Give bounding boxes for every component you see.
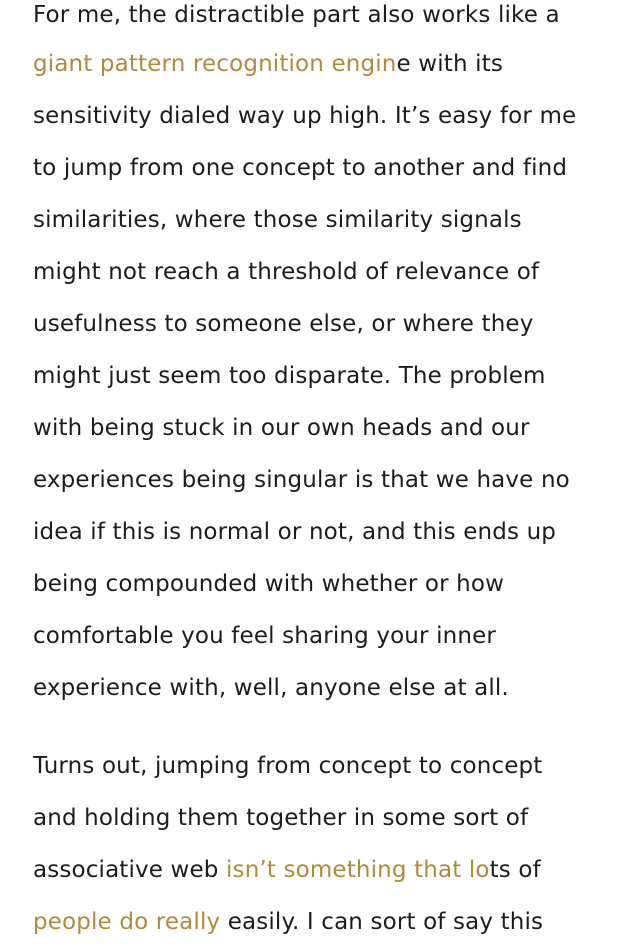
text-line: to jump from one concept to another and find [33, 155, 568, 181]
highlighted-text[interactable]: people do really [33, 909, 221, 935]
text-line: might not reach a threshold of relevance of [33, 259, 540, 285]
text-line: sensitivity dialed way up high. It’s easy for me [33, 103, 577, 129]
text-line: For me, the distractible part also works like a [33, 2, 560, 28]
text-line: experience with, well, anyone else at all. [33, 675, 509, 701]
text-line: being compounded with whether or how [33, 571, 505, 597]
text-line: similarities, where those similarity signals [33, 207, 522, 233]
text-line: with being stuck in our own heads and our [33, 415, 530, 441]
text-line: associative web isn’t something that lots of [33, 857, 541, 883]
text-line: idea if this is normal or not, and this ends up [33, 519, 557, 545]
text-line: and holding them together in some sort of [33, 805, 529, 831]
highlighted-text[interactable]: isn’t something that lo [226, 857, 490, 883]
text-line: Turns out, jumping from concept to concept [33, 753, 543, 779]
text-line: experiences being singular is that we have no [33, 467, 570, 493]
text-line: might just seem too disparate. The problem [33, 363, 546, 389]
text-line: comfortable you feel sharing your inner [33, 623, 496, 649]
text-line: giant pattern recognition engine with its [33, 51, 503, 77]
highlighted-text[interactable]: giant pattern recognition engin [33, 51, 397, 77]
text-line: usefulness to someone else, or where they [33, 311, 534, 337]
text-line: people do really easily. I can sort of say this [33, 909, 544, 935]
